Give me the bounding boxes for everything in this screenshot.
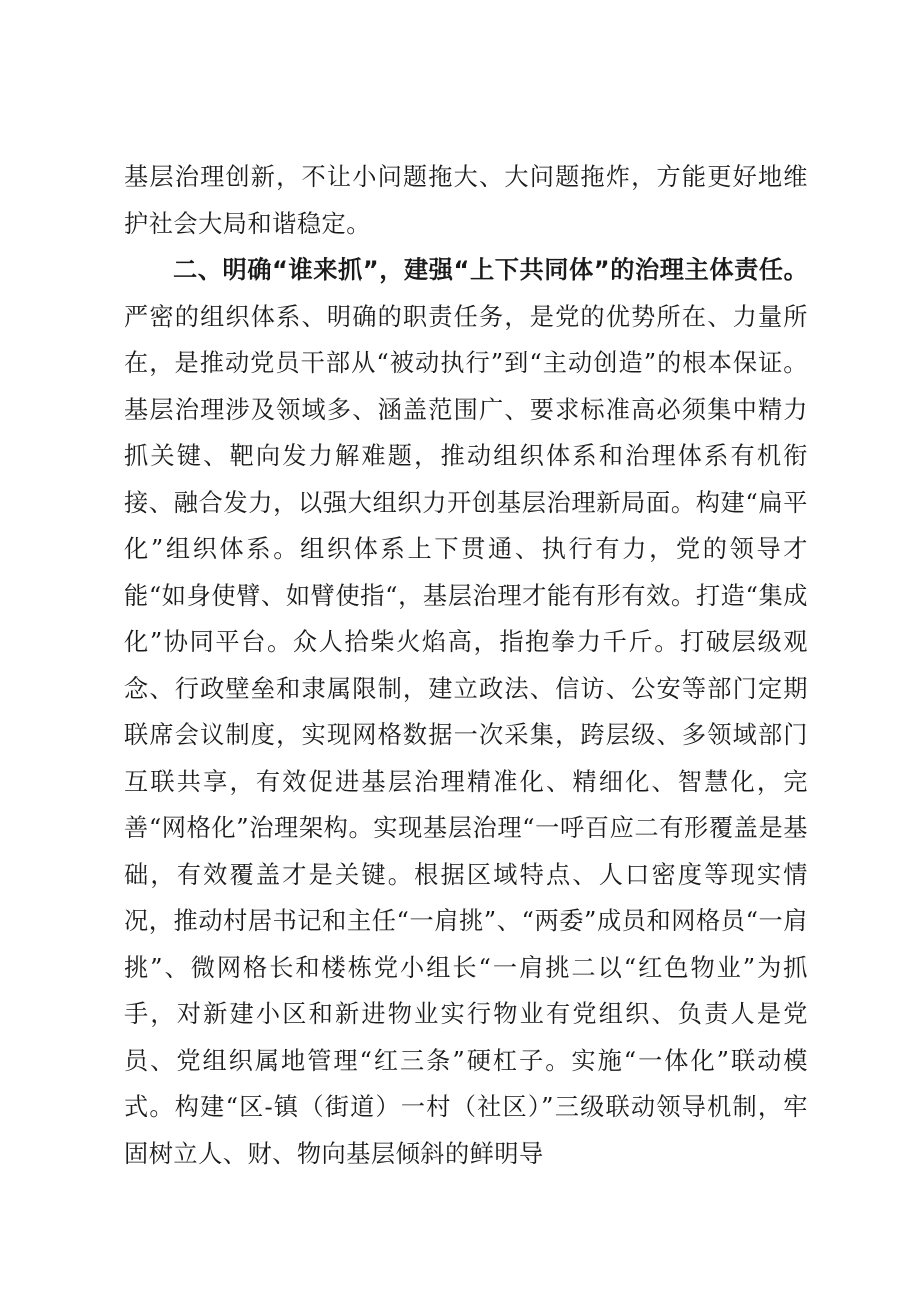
document-body (124, 154, 808, 1177)
paragraph-section-two (124, 247, 808, 1177)
paragraph-text: 严密的组织体系、明确的职责任务，是党的优势所在、力量所在，是推动党员干部从“被动执行”到“主动创造”的根本保证。基层治理涉及领域多、涵盖范围广、要求标准高必须集中精力抓关键、靶向发力解难题，推动组织体系和治理体系有机衔接、融合发力，以强大组织力开创基层治理新局面。构建“扁平化”组织体系。组织体系上下贯通、执行有力，党的领导才能“如身使臂、如臂使指“，基层治理才能有形有效。打造“集成化”协同平台。众人拾柴火焰高，指抱拳力千斤。打破层级观念、行政壁垒和隶属限制，建立政法、信访、公安等部门定期联席会议制度，实现网格数据一次采集，跨层级、多领域部门互联共享，有效促进基层治理精准化、精细化、智慧化，完善“网格化”治理架构。实现基层治理“一呼百应二有形覆盖是基础，有效覆盖才是关键。根据区域特点、人口密度等现实情况，推动村居书记和主任“一肩挑”、“两委”成员和网格员“一肩挑”、微网格长和楼栋党小组长“一肩挑二以“红色物业”为抓手，对新建小区和新进物业实行物业有党组织、负责人是党员、党组织属地管理“红三条”硬杠子。实施“一体化”联动模式。构建“区-镇（街道）一村（社区）”三级联动领导机制，牢固树立人、财、物向基层倾斜的鲜明导 (124, 302, 808, 1168)
section-heading: 二、明确“谁来抓”，建强“上下共同体”的治理主体责任。 (173, 256, 808, 284)
paragraph-continuation (124, 154, 808, 247)
paragraph-text: 基层治理创新，不让小问题拖大、大问题拖炸，方能更好地维护社会大局和谐稳定。 (124, 163, 808, 238)
